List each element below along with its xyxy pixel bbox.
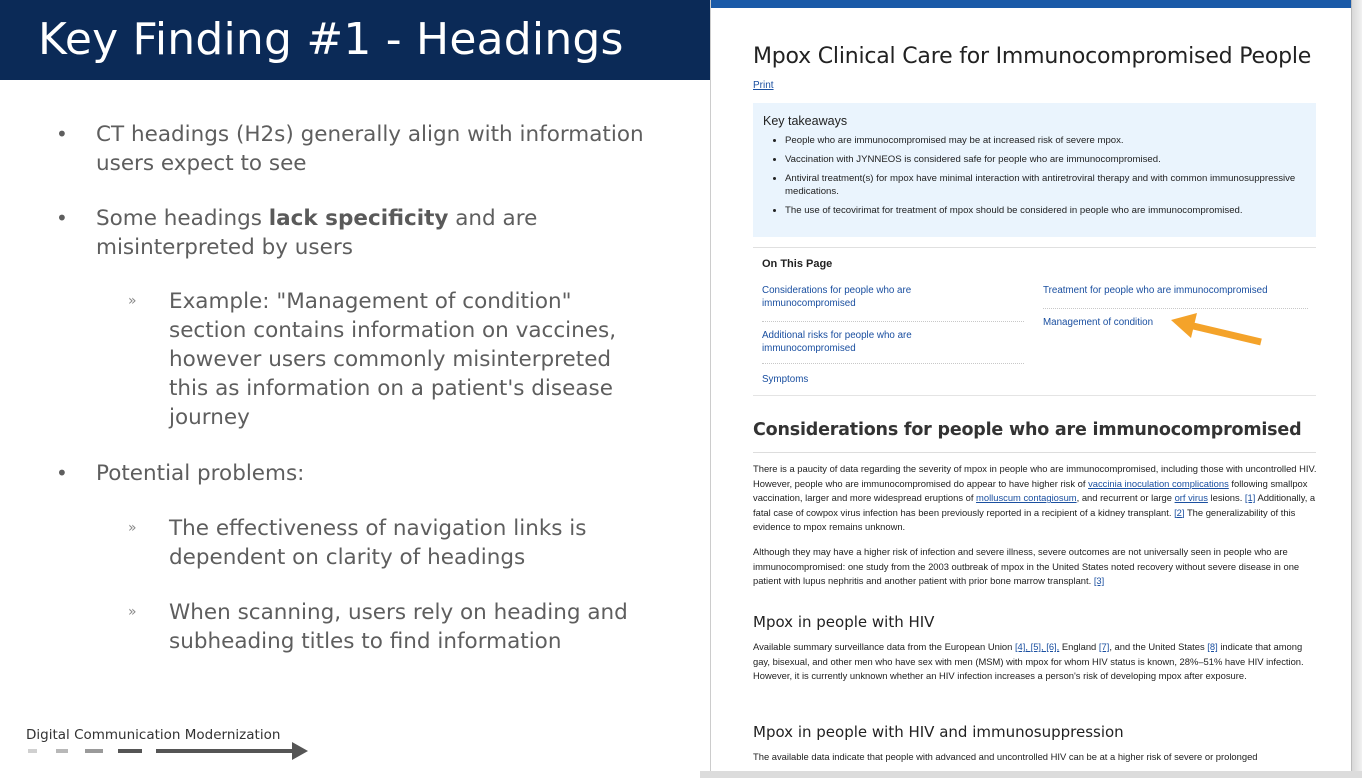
top-stripe [711,0,1351,8]
footer-arrow-icon [156,742,308,760]
nav-link-treatment[interactable]: Treatment for people who are immunocompromised [1043,285,1268,296]
screenshot-shadow [1352,0,1362,778]
paragraph: The available data indicate that people with advanced and uncontrolled HIV can be at a higher risk of severe or prolonged [753,751,1258,762]
link-molluscum[interactable]: molluscum contagiosum [976,492,1077,504]
citation-link[interactable]: [1] [1244,492,1256,504]
on-this-page-heading: On This Page [762,258,833,270]
citation-link[interactable]: [2] [1174,506,1185,518]
citation-link[interactable]: [3] [1093,575,1105,587]
bullet-emphasis: lack specificity [268,206,449,231]
sub-bullet-item [128,514,648,572]
page-title: Mpox Clinical Care for Immunocompromised People [753,44,1312,69]
section-heading-considerations: Considerations for people who are immunocompromised [753,420,1302,440]
citation-link[interactable]: [7] [1098,641,1110,652]
divider [762,321,1024,322]
sub-bullet-item [128,287,648,432]
subheading-hiv: Mpox in people with HIV [753,613,935,631]
link-orf[interactable]: orf virus [1174,492,1208,504]
citation-link[interactable]: [8] [1207,641,1218,652]
chevron-right-icon: » [128,520,135,536]
chevron-right-icon: » [128,604,135,620]
bullet-dot-icon: • [56,461,68,485]
webpage-screenshot [710,0,1352,771]
callout-arrow-icon [1169,313,1265,347]
citation-link[interactable]: [4], [5], [6], [1014,641,1060,652]
slide-title-bar [0,0,711,80]
bullet-dot-icon: • [56,206,68,230]
bullet-text: CT headings (H2s) generally align with information users expect to see [96,122,644,176]
divider [753,452,1316,453]
sub-bullet-item [128,598,648,656]
bullet-item [56,120,656,178]
list-item: • People who are immunocompromised may be at increased risk of severe mpox. [785,134,1300,147]
nav-link-considerations[interactable]: Considerations for people who are immunocompromised [762,285,912,309]
bullet-text: Potential problems: [96,461,305,486]
subheading-hiv-immunosuppression: Mpox in people with HIV and immunosuppression [753,723,1124,741]
list-item: • Antiviral treatment(s) for mpox have minimal interaction with antiretroviral therapy and with common immunosuppressive medications. [785,172,1300,198]
on-this-page-nav [753,247,1316,385]
sub-bullet-text: The effectiveness of navigation links is dependent on clarity of headings [169,516,587,570]
bullet-text: Some headings lack specificity and are misinterpreted by users [96,206,538,260]
divider [753,395,1316,396]
screenshot-shadow [700,771,1362,778]
list-item: • The use of tecovirimat for treatment of mpox should be considered in people who are immunocompromised. [785,204,1300,217]
list-item: • Vaccination with JYNNEOS is considered safe for people who are immunocompromised. [785,153,1300,166]
bullet-item [56,204,656,262]
nav-link-additional-risks[interactable]: Additional risks for people who are immunocompromised [762,330,912,354]
key-takeaways-box [753,103,1316,237]
paragraph: Available summary surveillance data from the European Union [4], [5], [6], England [7], and the United States [8] indicate that among gay, bisexual, and other men who have sex with men (MSM) with mpox for whom HIV status is known, 28%–51% have HIV infection. However, it is currently unknown whether an HIV infection increases a person's risk of developing mpox after exposure. [753,641,1304,682]
paragraph: There is a paucity of data regarding the severity of mpox in people who are immunocompromised, including those with uncontrolled HIV. However, people who are immunocompromised do appear to have higher risk of vaccinia inoculation complications following smallpox vaccination, larger and more widespread eruptions of molluscum contagiosum, and recurrent or large orf virus lesions. [1] Additionally, a fatal case of cowpox virus infection has been previously reported in a recipient of a kidney transplant. [2] The generalizability of this evidence to mpox remains unknown. [753,463,1317,533]
nav-link-management[interactable]: Management of condition [1043,317,1154,328]
divider [762,363,1024,364]
chevron-right-icon: » [128,293,135,309]
slide-title: Key Finding #1 - Headings [38,14,624,65]
sub-bullet-text: Example: "Management of condition" section contains information on vaccines, however users commonly misinterpreted this as information on a patient's disease journey [169,289,617,430]
print-link[interactable]: Print [753,80,774,91]
bullet-item [56,459,656,488]
sub-bullet-text: When scanning, users rely on heading and subheading titles to find information [169,600,628,654]
key-takeaways-list [785,134,1300,223]
footer-label: Digital Communication Modernization [26,727,281,743]
link-vaccinia[interactable]: vaccinia inoculation complications [1088,477,1229,489]
key-takeaways-heading: Key takeaways [763,114,848,128]
bullet-dot-icon: • [56,122,68,146]
divider [1043,308,1308,309]
paragraph: Although they may have a higher risk of infection and severe illness, severe outcomes are not universally seen in people who are immunocompromised: one study from the 2003 outbreak of mpox in the United States noted recovery without severe disease in one patient with lupus nephritis and another patient with prior bone marrow transplant. [3] [753,546,1300,587]
nav-link-symptoms[interactable]: Symptoms [762,374,809,385]
